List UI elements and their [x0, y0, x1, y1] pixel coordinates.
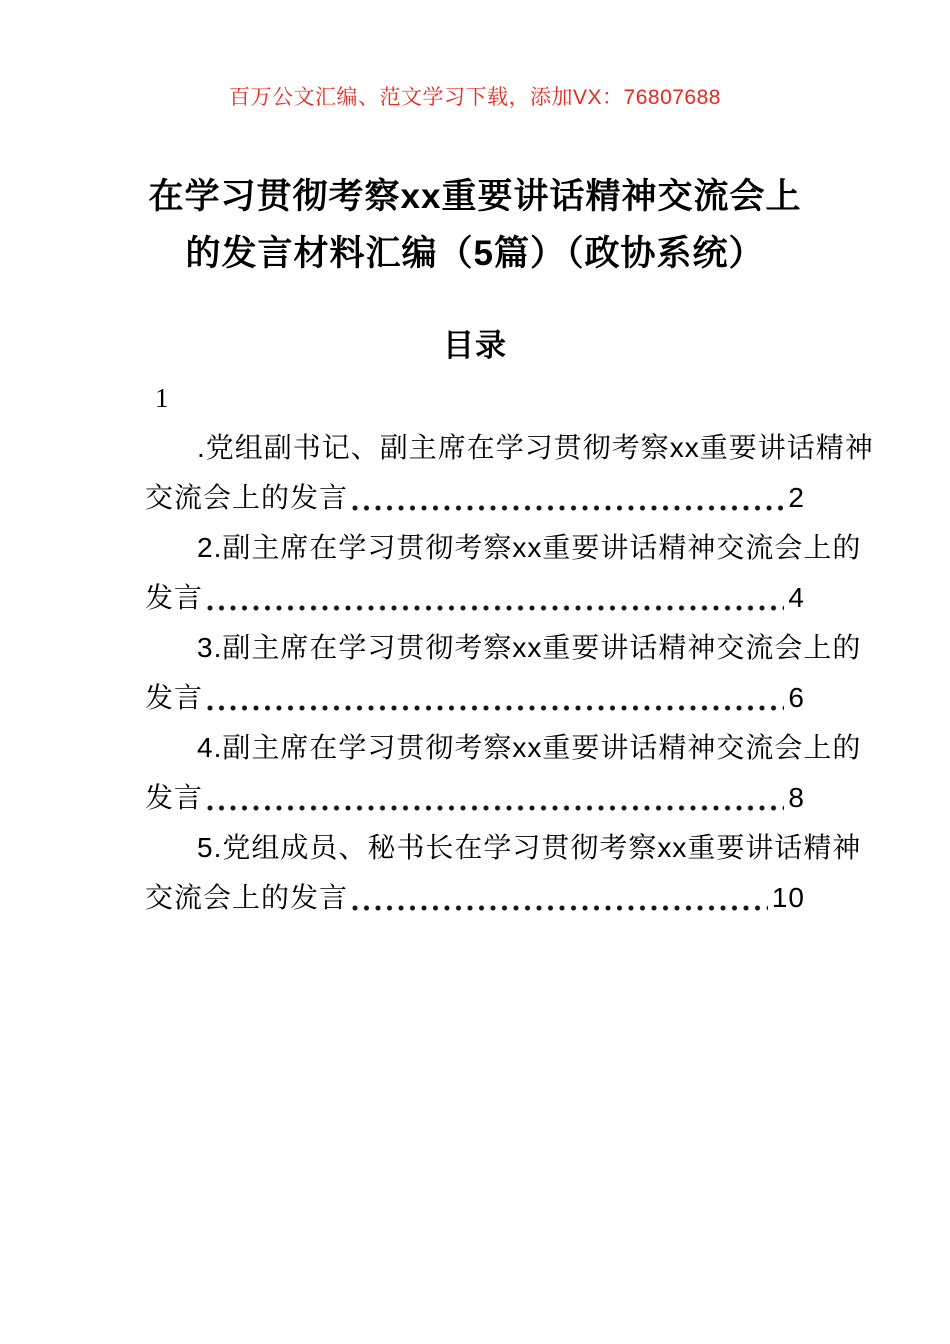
toc-entry-title: 5.党组成员、秘书长在学习贯彻考察xx重要讲话精神 — [197, 832, 862, 863]
toc-heading: 目录 — [443, 328, 507, 363]
toc-entry-2 — [145, 523, 862, 623]
toc-entry-title: .党组副书记、副主席在学习贯彻考察xx重要讲话精神 — [197, 432, 874, 463]
toc-entry-title-continuation — [145, 473, 805, 523]
toc-page-number: 8 — [788, 782, 805, 813]
toc-entry-4 — [145, 723, 862, 823]
toc-page-number: 10 — [771, 882, 805, 913]
toc-page-number: 2 — [788, 482, 805, 513]
toc-entry-title-continuation — [145, 873, 805, 923]
promo-banner-text: 百万公文汇编、范文学习下载，添加VX：76807688 — [229, 86, 721, 109]
toc-entry-text: 发言 — [145, 782, 204, 813]
dot-leader — [205, 773, 784, 823]
toc-entry-title: 3.副主席在学习贯彻考察xx重要讲话精神交流会上的 — [197, 632, 862, 663]
toc-entry-text: 发言 — [145, 682, 204, 713]
toc-orphan-number: 1 — [155, 383, 170, 413]
toc-entry-3 — [145, 623, 862, 723]
toc-entry-title-continuation — [145, 673, 805, 723]
toc-entry-text: 发言 — [145, 582, 204, 613]
toc-entry-title: 4.副主席在学习贯彻考察xx重要讲话精神交流会上的 — [197, 732, 862, 763]
toc-entry-title-continuation — [145, 573, 805, 623]
toc-entry-1 — [145, 423, 874, 523]
toc-page-number: 4 — [788, 582, 805, 613]
toc-entry-5 — [145, 823, 862, 923]
dot-leader — [350, 473, 784, 523]
dot-leader — [350, 873, 768, 923]
toc-entry-title-continuation — [145, 773, 805, 823]
document-title-line-1: 在学习贯彻考察xx重要讲话精神交流会上 — [148, 177, 802, 216]
toc-page-number: 6 — [788, 682, 805, 713]
toc-entry-text: 交流会上的发言 — [145, 482, 349, 513]
toc-entry-text: 交流会上的发言 — [145, 882, 349, 913]
dot-leader — [205, 573, 784, 623]
dot-leader — [205, 673, 784, 723]
toc-entry-title: 2.副主席在学习贯彻考察xx重要讲话精神交流会上的 — [197, 532, 862, 563]
document-title-line-2: 的发言材料汇编（5篇）（政协系统） — [185, 234, 765, 273]
table-of-contents — [145, 373, 874, 923]
document-title — [115, 168, 835, 282]
